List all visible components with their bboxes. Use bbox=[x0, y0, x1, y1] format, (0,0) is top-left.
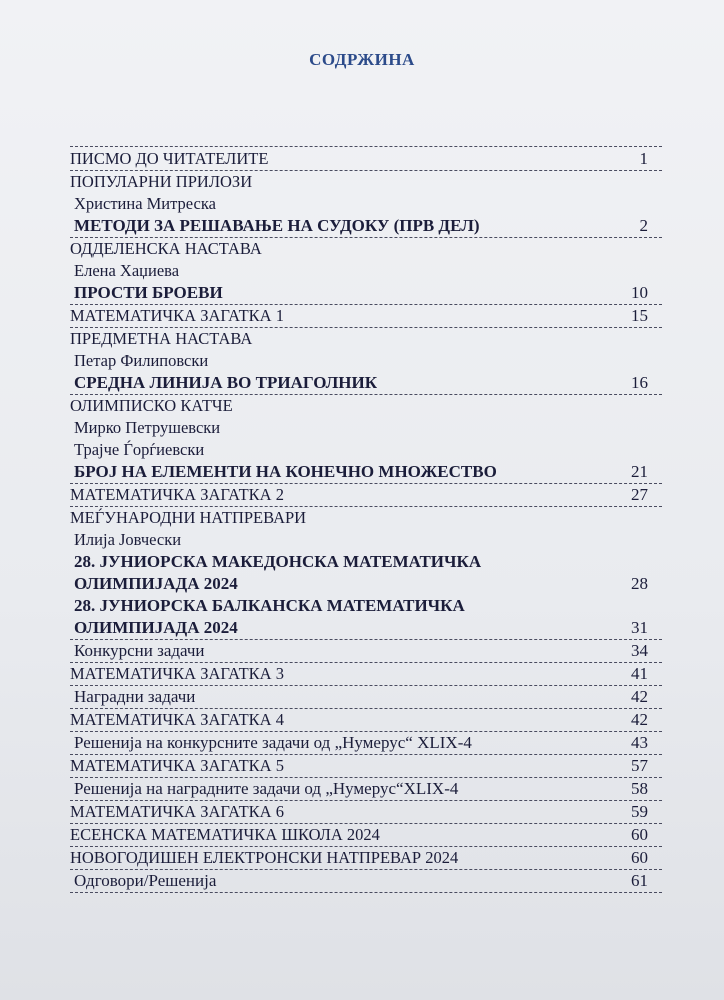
toc-top-rule bbox=[70, 146, 662, 147]
toc-entry[interactable] bbox=[70, 663, 662, 686]
toc-page-number: 28 bbox=[631, 574, 648, 593]
toc-entry[interactable] bbox=[70, 305, 662, 328]
toc-section-heading: МАТЕМАТИЧКА ЗАГАТКА 6 59 bbox=[70, 802, 648, 821]
page-title: СОДРЖИНА bbox=[309, 50, 415, 69]
toc-page-number: 60 bbox=[631, 825, 648, 844]
toc-article-title: МЕТОДИ ЗА РЕШАВАЊЕ НА СУДОКУ (ПРВ ДЕЛ) 2 bbox=[74, 216, 648, 235]
toc-section-heading: МАТЕМАТИЧКА ЗАГАТКА 5 57 bbox=[70, 756, 648, 775]
toc-page-number: 41 bbox=[631, 664, 648, 683]
toc-section-heading: МАТЕМАТИЧКА ЗАГАТКА 2 27 bbox=[70, 485, 648, 504]
toc-page-number: 27 bbox=[631, 485, 648, 504]
toc-page-number: 43 bbox=[631, 733, 648, 752]
toc-article-title: БРОЈ НА ЕЛЕМЕНТИ НА КОНЕЧНО МНОЖЕСТВО 21 bbox=[74, 462, 648, 481]
toc-section-heading: ОЛИМПИСКО КАТЧЕ bbox=[70, 396, 233, 415]
toc-article-title: ОЛИМПИЈАДА 2024 31 bbox=[74, 618, 648, 637]
toc-page-number: 59 bbox=[631, 802, 648, 821]
toc-page-number: 61 bbox=[631, 871, 648, 890]
toc-author: Трајче Ѓорѓиевски bbox=[74, 440, 205, 459]
toc-page-number: 42 bbox=[631, 687, 648, 706]
toc-entry[interactable] bbox=[70, 870, 662, 893]
toc-separator bbox=[70, 892, 662, 893]
toc-section-heading: ЕСЕНСКА МАТЕМАТИЧКА ШКОЛА 2024 60 bbox=[70, 825, 648, 844]
toc-article-title: ОЛИМПИЈАДА 2024 28 bbox=[74, 574, 648, 593]
toc-section-heading: ОДДЕЛЕНСКА НАСТАВА bbox=[70, 239, 262, 258]
toc-item-title: Конкурсни задачи 34 bbox=[74, 641, 648, 660]
toc-entry[interactable] bbox=[70, 755, 662, 778]
toc-section-heading: МАТЕМАТИЧКА ЗАГАТКА 4 42 bbox=[70, 710, 648, 729]
toc-entry[interactable] bbox=[70, 595, 662, 640]
toc-page-number: 16 bbox=[631, 373, 648, 392]
toc-section-heading: МАТЕМАТИЧКА ЗАГАТКА 1 15 bbox=[70, 306, 648, 325]
toc-page-number: 34 bbox=[631, 641, 648, 660]
toc-page-number: 60 bbox=[631, 848, 648, 867]
toc-article-title: ПРОСТИ БРОЕВИ 10 bbox=[74, 283, 648, 302]
toc-entry[interactable] bbox=[70, 148, 662, 171]
toc-page-number: 31 bbox=[631, 618, 648, 637]
toc-entry[interactable] bbox=[70, 778, 662, 801]
toc-author: Христина Митреска bbox=[74, 194, 216, 213]
toc-author: Мирко Петрушевски bbox=[74, 418, 221, 437]
toc-page-number: 21 bbox=[631, 462, 648, 481]
toc-section-heading: НОВОГОДИШЕН ЕЛЕКТРОНСКИ НАТПРЕВАР 2024 60 bbox=[70, 848, 648, 867]
toc-entry[interactable] bbox=[70, 640, 662, 663]
toc-entry[interactable] bbox=[70, 847, 662, 870]
table-of-contents bbox=[70, 148, 662, 893]
toc-author: Илија Јовчески bbox=[74, 530, 182, 549]
toc-entry[interactable] bbox=[70, 171, 662, 238]
toc-item-title: Решенија на наградните задачи од „Нумерус“XLIX-4 58 bbox=[74, 779, 648, 798]
toc-page-number: 2 bbox=[639, 216, 648, 235]
toc-entry[interactable] bbox=[70, 484, 662, 507]
toc-entry[interactable] bbox=[70, 686, 662, 709]
toc-item-title: Решенија на конкурсните задачи од „Нумерус“ XLIX-4 43 bbox=[74, 733, 648, 752]
toc-page-number: 58 bbox=[631, 779, 648, 798]
toc-page-number: 1 bbox=[639, 149, 648, 168]
toc-article-title: 28. ЈУНИОРСКА МАКЕДОНСКА МАТЕМАТИЧКА bbox=[74, 552, 482, 571]
toc-item-title: Одговори/Решенија 61 bbox=[74, 871, 648, 890]
toc-author: Елена Хаџиева bbox=[74, 261, 180, 280]
toc-entry[interactable] bbox=[70, 824, 662, 847]
toc-article-title: СРЕДНА ЛИНИЈА ВО ТРИАГОЛНИК 16 bbox=[74, 373, 648, 392]
toc-entry[interactable] bbox=[70, 709, 662, 732]
toc-entry[interactable] bbox=[70, 507, 662, 595]
toc-item-title: Наградни задачи 42 bbox=[74, 687, 648, 706]
toc-section-heading: ПОПУЛАРНИ ПРИЛОЗИ bbox=[70, 172, 253, 191]
toc-article-title: 28. ЈУНИОРСКА БАЛКАНСКА МАТЕМАТИЧКА bbox=[74, 596, 465, 615]
toc-entry[interactable] bbox=[70, 732, 662, 755]
toc-author: Петар Филиповски bbox=[74, 351, 209, 370]
toc-section-heading: ПИСМО ДО ЧИТАТЕЛИТЕ 1 bbox=[70, 149, 648, 168]
toc-entry[interactable] bbox=[70, 395, 662, 484]
toc-entry[interactable] bbox=[70, 328, 662, 395]
toc-page-number: 57 bbox=[631, 756, 648, 775]
toc-section-heading: МЕЃУНАРОДНИ НАТПРЕВАРИ bbox=[70, 508, 307, 527]
toc-page-number: 10 bbox=[631, 283, 648, 302]
toc-section-heading: ПРЕДМЕТНА НАСТАВА bbox=[70, 329, 253, 348]
toc-page-number: 15 bbox=[631, 306, 648, 325]
toc-page-number: 42 bbox=[631, 710, 648, 729]
toc-section-heading: МАТЕМАТИЧКА ЗАГАТКА 3 41 bbox=[70, 664, 648, 683]
toc-entry[interactable] bbox=[70, 801, 662, 824]
toc-entry[interactable] bbox=[70, 238, 662, 305]
